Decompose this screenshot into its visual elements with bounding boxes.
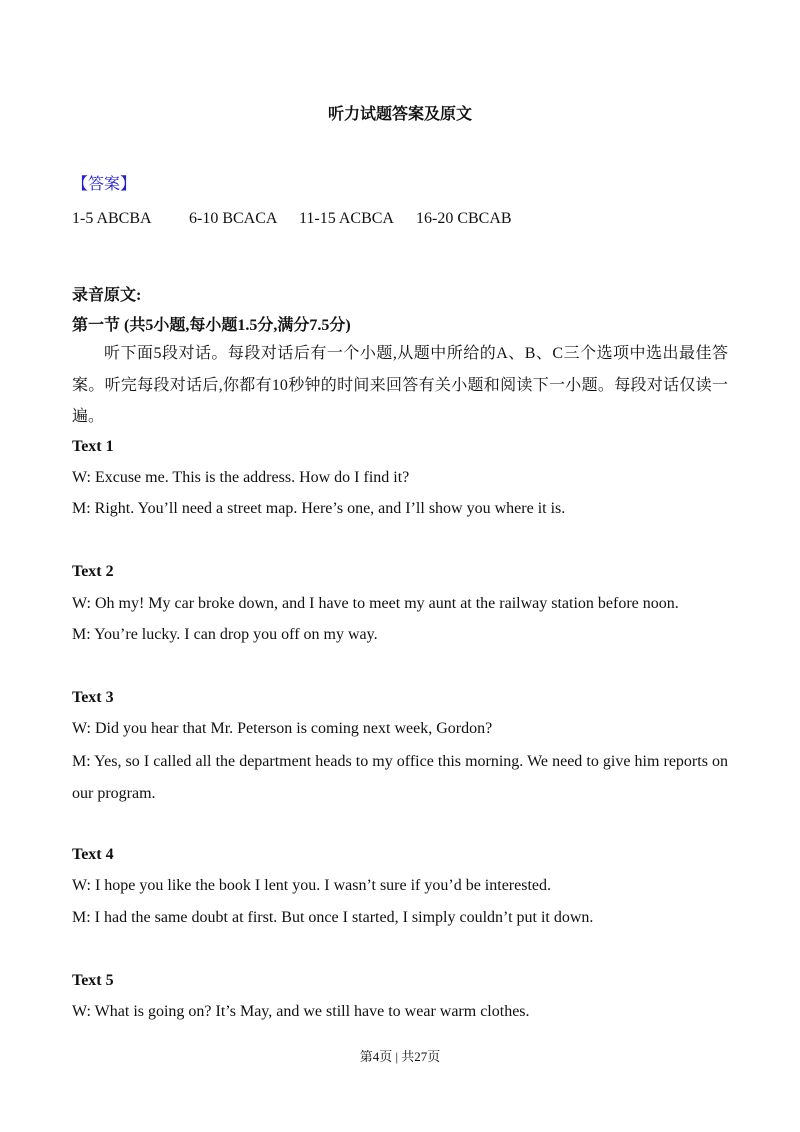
- answer-group: 16-20 CBCAB: [416, 210, 512, 227]
- answer-group: 11-15 ACBCA: [299, 210, 394, 227]
- dialogue-line: M: You’re lucky. I can drop you off on my way.: [72, 626, 378, 643]
- dialogue-line: W: I hope you like the book I lent you. I wasn’t sure if you’d be interested.: [72, 877, 551, 894]
- answer-group: 6-10 BCACA: [189, 210, 278, 227]
- instructions-paragraph: 听下面5段对话。每段对话后有一个小题,从题中所给的A、B、C三个选项中选出最佳答案。听完每段对话后,你都有10秒钟的时间来回答有关小题和阅读下一小题。每段对话仅读一遍。: [72, 345, 728, 425]
- answer-label: 【答案】: [72, 176, 137, 193]
- dialogue-line: W: Did you hear that Mr. Peterson is coming next week, Gordon?: [72, 720, 493, 737]
- answer-group: 1-5 ABCBA: [72, 210, 152, 227]
- dialogue-line: M: Right. You’ll need a street map. Here’s one, and I’ll show you where it is.: [72, 500, 566, 517]
- recording-heading: 录音原文:: [72, 287, 142, 304]
- answer-key: [72, 210, 512, 228]
- dialogue-line: M: I had the same doubt at first. But once I started, I simply couldn’t put it down.: [72, 909, 594, 926]
- dialogue-line: W: Excuse me. This is the address. How do I find it?: [72, 469, 410, 486]
- page-title: 听力试题答案及原文: [327, 106, 472, 123]
- text-heading: Text 4: [72, 846, 114, 863]
- section-heading: 第一节 (共5小题,每小题1.5分,满分7.5分): [72, 317, 351, 334]
- dialogue-line: M: Yes, so I called all the department heads to my office this morning. We need to give him reports on our program.: [72, 753, 728, 802]
- text-heading: Text 5: [72, 972, 114, 989]
- page-footer: 第4页 | 共27页: [359, 1049, 441, 1064]
- dialogue-line: W: What is going on? It’s May, and we still have to wear warm clothes.: [72, 1003, 530, 1020]
- text-heading: Text 3: [72, 689, 114, 706]
- text-heading: Text 1: [72, 438, 114, 455]
- text-heading: Text 2: [72, 563, 114, 580]
- dialogue-line: W: Oh my! My car broke down, and I have to meet my aunt at the railway station before noon.: [72, 595, 679, 612]
